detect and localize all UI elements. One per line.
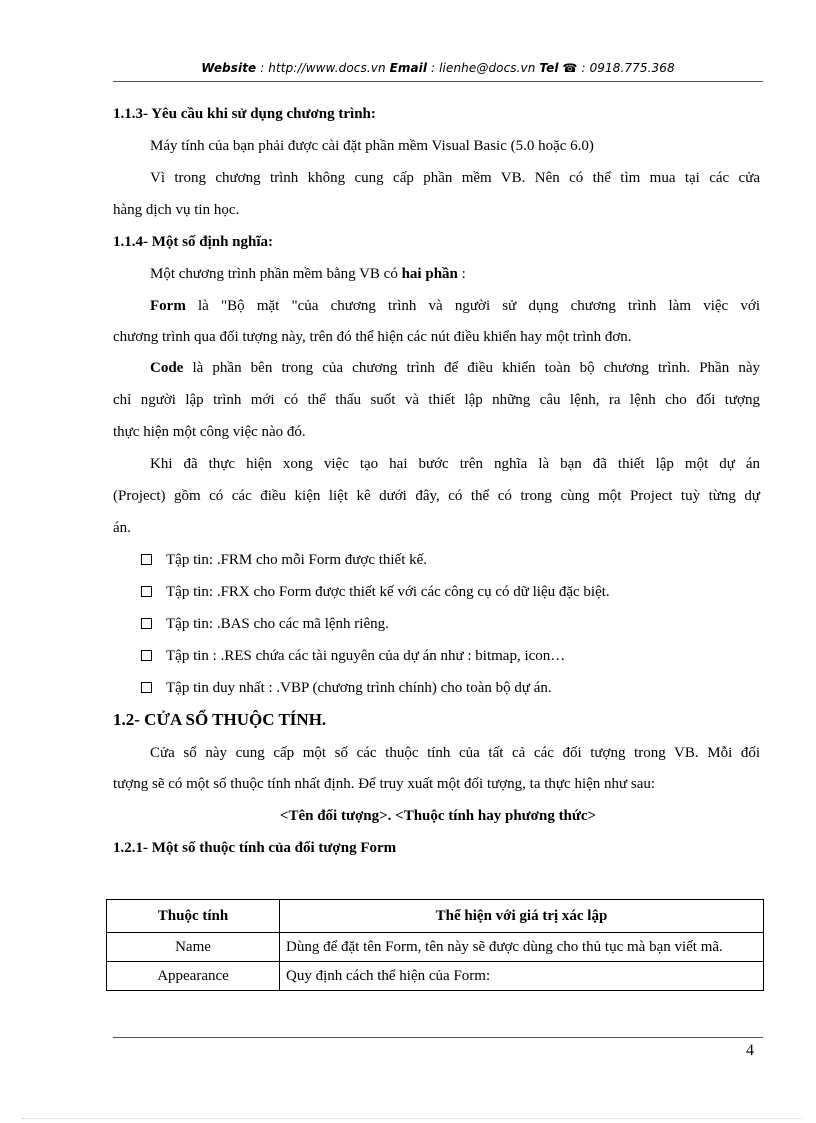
list-item: Tập tin: .FRM cho mỗi Form được thiết kế. <box>140 550 427 570</box>
header-divider <box>113 81 763 82</box>
website-url[interactable]: http://www.docs.vn <box>268 61 386 75</box>
paragraph: Form là "Bộ mặt "của chương trình và người sử dụng chương trình làm việc với <box>150 298 760 314</box>
paragraph: thực hiện một công việc nào đó. <box>113 424 306 440</box>
table-cell-description: Quy định cách thể hiện của Form: <box>280 962 764 991</box>
email-label: Email <box>389 61 428 75</box>
tel-value: 0918.775.368 <box>589 61 675 75</box>
table-row <box>107 962 764 991</box>
paragraph: (Project) gồm có các điều kiện liệt kê dưới đây, có thể có trong cùng một Project tuỳ từng dự <box>113 488 760 504</box>
page-edge-divider <box>22 1118 802 1119</box>
paragraph: Máy tính của bạn phải được cài đặt phần mềm Visual Basic (5.0 hoặc 6.0) <box>150 138 594 154</box>
form-term: Form <box>150 298 186 314</box>
list-item: Tập tin : .RES chứa các tài nguyên của dự án như : bitmap, icon… <box>140 646 565 666</box>
code-term: Code <box>150 360 184 376</box>
section-1-2-1-title: 1.2.1- Một số thuộc tính của đối tượng Form <box>113 840 397 856</box>
section-1-2-title: 1.2- CỬA SỔ THUỘC TÍNH. <box>113 710 327 729</box>
phone-icon: ☎ <box>562 61 578 75</box>
checkbox-bullet-icon <box>141 682 152 693</box>
checkbox-bullet-icon <box>141 618 152 629</box>
checkbox-bullet-icon <box>141 586 152 597</box>
paragraph: chương trình qua đối tượng này, trên đó thể hiện các nút điều khiển hay một trình đơn. <box>113 329 632 345</box>
page-number: 4 <box>746 1042 754 1059</box>
column-header: Thuộc tính <box>107 900 280 933</box>
paragraph: tượng sẽ có một số thuộc tính nhất định. Để truy xuất một đối tượng, ta thực hiện như sau: <box>113 776 656 792</box>
paragraph: án. <box>113 520 131 536</box>
page-header: Website : http://www.docs.vn Email : lienhe@docs.vn Tel ☎ : 0918.775.368 <box>201 61 675 75</box>
table-header-row <box>107 900 764 933</box>
email-value[interactable]: lienhe@docs.vn <box>439 61 536 75</box>
checkbox-bullet-icon <box>141 554 152 565</box>
list-item: Tập tin: .FRX cho Form được thiết kế với các công cụ có dữ liệu đặc biệt. <box>140 582 610 602</box>
table-cell-property: Appearance <box>107 962 280 991</box>
checkbox-bullet-icon <box>141 650 152 661</box>
paragraph: Cửa sổ này cung cấp một số các thuộc tính của tất cả các đối tượng trong VB. Mỗi đối <box>150 745 760 761</box>
syntax-line: <Tên đối tượng>. <Thuộc tính hay phương thức> <box>279 808 597 824</box>
paragraph: Khi đã thực hiện xong việc tạo hai bước trên nghĩa là bạn đã thiết lập một dự án <box>150 456 760 472</box>
column-header: Thể hiện với giá trị xác lập <box>280 900 764 933</box>
paragraph: Một chương trình phần mềm bằng VB có hai phần : <box>150 266 466 282</box>
website-label: Website <box>201 61 257 75</box>
list-item: Tập tin: .BAS cho các mã lệnh riêng. <box>140 614 389 634</box>
table-cell-property: Name <box>107 933 280 962</box>
form-properties-table <box>106 899 764 991</box>
list-item: Tập tin duy nhất : .VBP (chương trình chính) cho toàn bộ dự án. <box>140 678 552 698</box>
paragraph: chỉ người lập trình mới có thể thấu suốt và thiết lập những câu lệnh, ra lệnh cho đối tượng <box>113 392 760 408</box>
section-1-1-4-title: 1.1.4- Một số định nghĩa: <box>113 234 274 250</box>
table-row <box>107 933 764 962</box>
paragraph: hàng dịch vụ tin học. <box>113 202 240 218</box>
paragraph: Code là phần bên trong của chương trình để điều khiển toàn bộ chương trình. Phần này <box>150 360 760 376</box>
table-cell-description: Dùng để đặt tên Form, tên này sẽ được dùng cho thủ tục mà bạn viết mã. <box>280 933 764 962</box>
footer-divider <box>113 1037 763 1038</box>
section-1-1-3-title: 1.1.3- Yêu cầu khi sử dụng chương trình: <box>113 106 376 122</box>
paragraph: Vì trong chương trình không cung cấp phần mềm VB. Nên có thể tìm mua tại các cửa <box>150 170 760 186</box>
tel-label: Tel <box>539 61 559 75</box>
